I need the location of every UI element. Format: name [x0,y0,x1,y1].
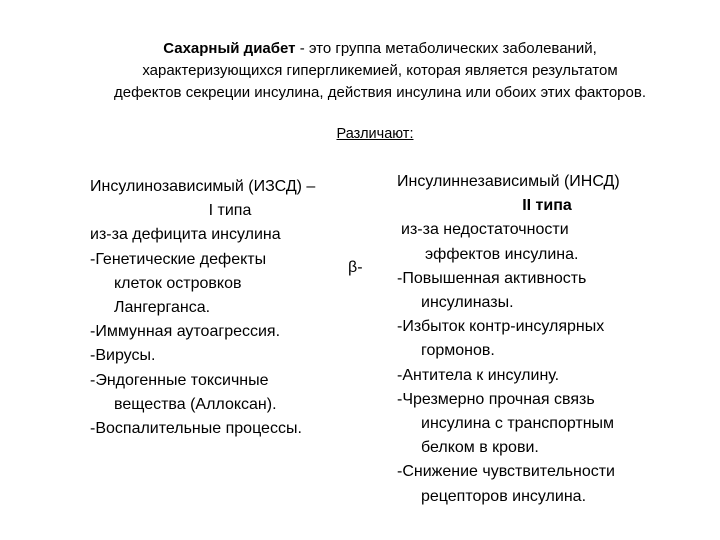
intro-line-3: дефектов секреции инсулина, действия инсулина или обоих этих факторов. [114,84,646,101]
type2-binding-2: инсулина с транспортным [421,415,615,433]
type1-inflammatory: -Воспалительные процессы. [90,420,302,438]
type2-title: Инсулиннезависимый (ИНСД) [397,173,620,190]
type1-cause: из-за дефицита инсулина [90,226,281,244]
type2-activity-1: -Повышенная активность [397,269,587,287]
intro-term: Сахарный диабет [163,40,296,57]
type1-type: I типа [208,202,252,220]
type1-viruses: -Вирусы. [90,347,156,365]
distinguish-heading: Различают: [336,126,414,142]
intro-line-2: характеризующихся гипергликемией, которая является результатом [142,62,618,79]
type2-excess-2: гормонов. [421,342,495,360]
type2-cause-2: эффектов инсулина. [425,245,579,263]
type1-title: Инсулинозависимый (ИЗСД) – [90,178,316,195]
type2-excess-1: -Избыток контр-инсулярных [397,318,605,336]
type2-antibodies: -Антитела к инсулину. [397,366,560,384]
intro-paragraph [60,38,700,104]
type2-binding-1: -Чрезмерно прочная связь [397,390,595,408]
type2-sensitivity-2: рецепторов инсулина. [421,487,587,505]
type1-cells: клеток островков [114,274,242,292]
type1-substances: вещества (Аллоксан). [114,395,277,413]
type2-type: II типа [522,197,572,215]
type2-binding-3: белком в крови. [421,439,539,457]
type2-column [397,170,697,509]
type1-genetic: -Генетические дефекты [90,250,267,268]
type1-column [90,175,370,441]
type2-sensitivity-1: -Снижение чувствительности [397,463,615,481]
type2-cause-1: из-за недостаточности [401,221,569,239]
type2-activity-2: инсулиназы. [421,294,514,312]
type1-endogenous: -Эндогенные токсичные [90,371,269,389]
beta-symbol: β- [348,259,363,276]
intro-line-1-rest: - это группа метаболических заболеваний, [295,40,597,57]
type1-immune: -Иммунная аутоагрессия. [90,323,281,341]
intro-line-1 [60,38,700,60]
type1-langerhans: Лангерганса. [114,299,211,317]
